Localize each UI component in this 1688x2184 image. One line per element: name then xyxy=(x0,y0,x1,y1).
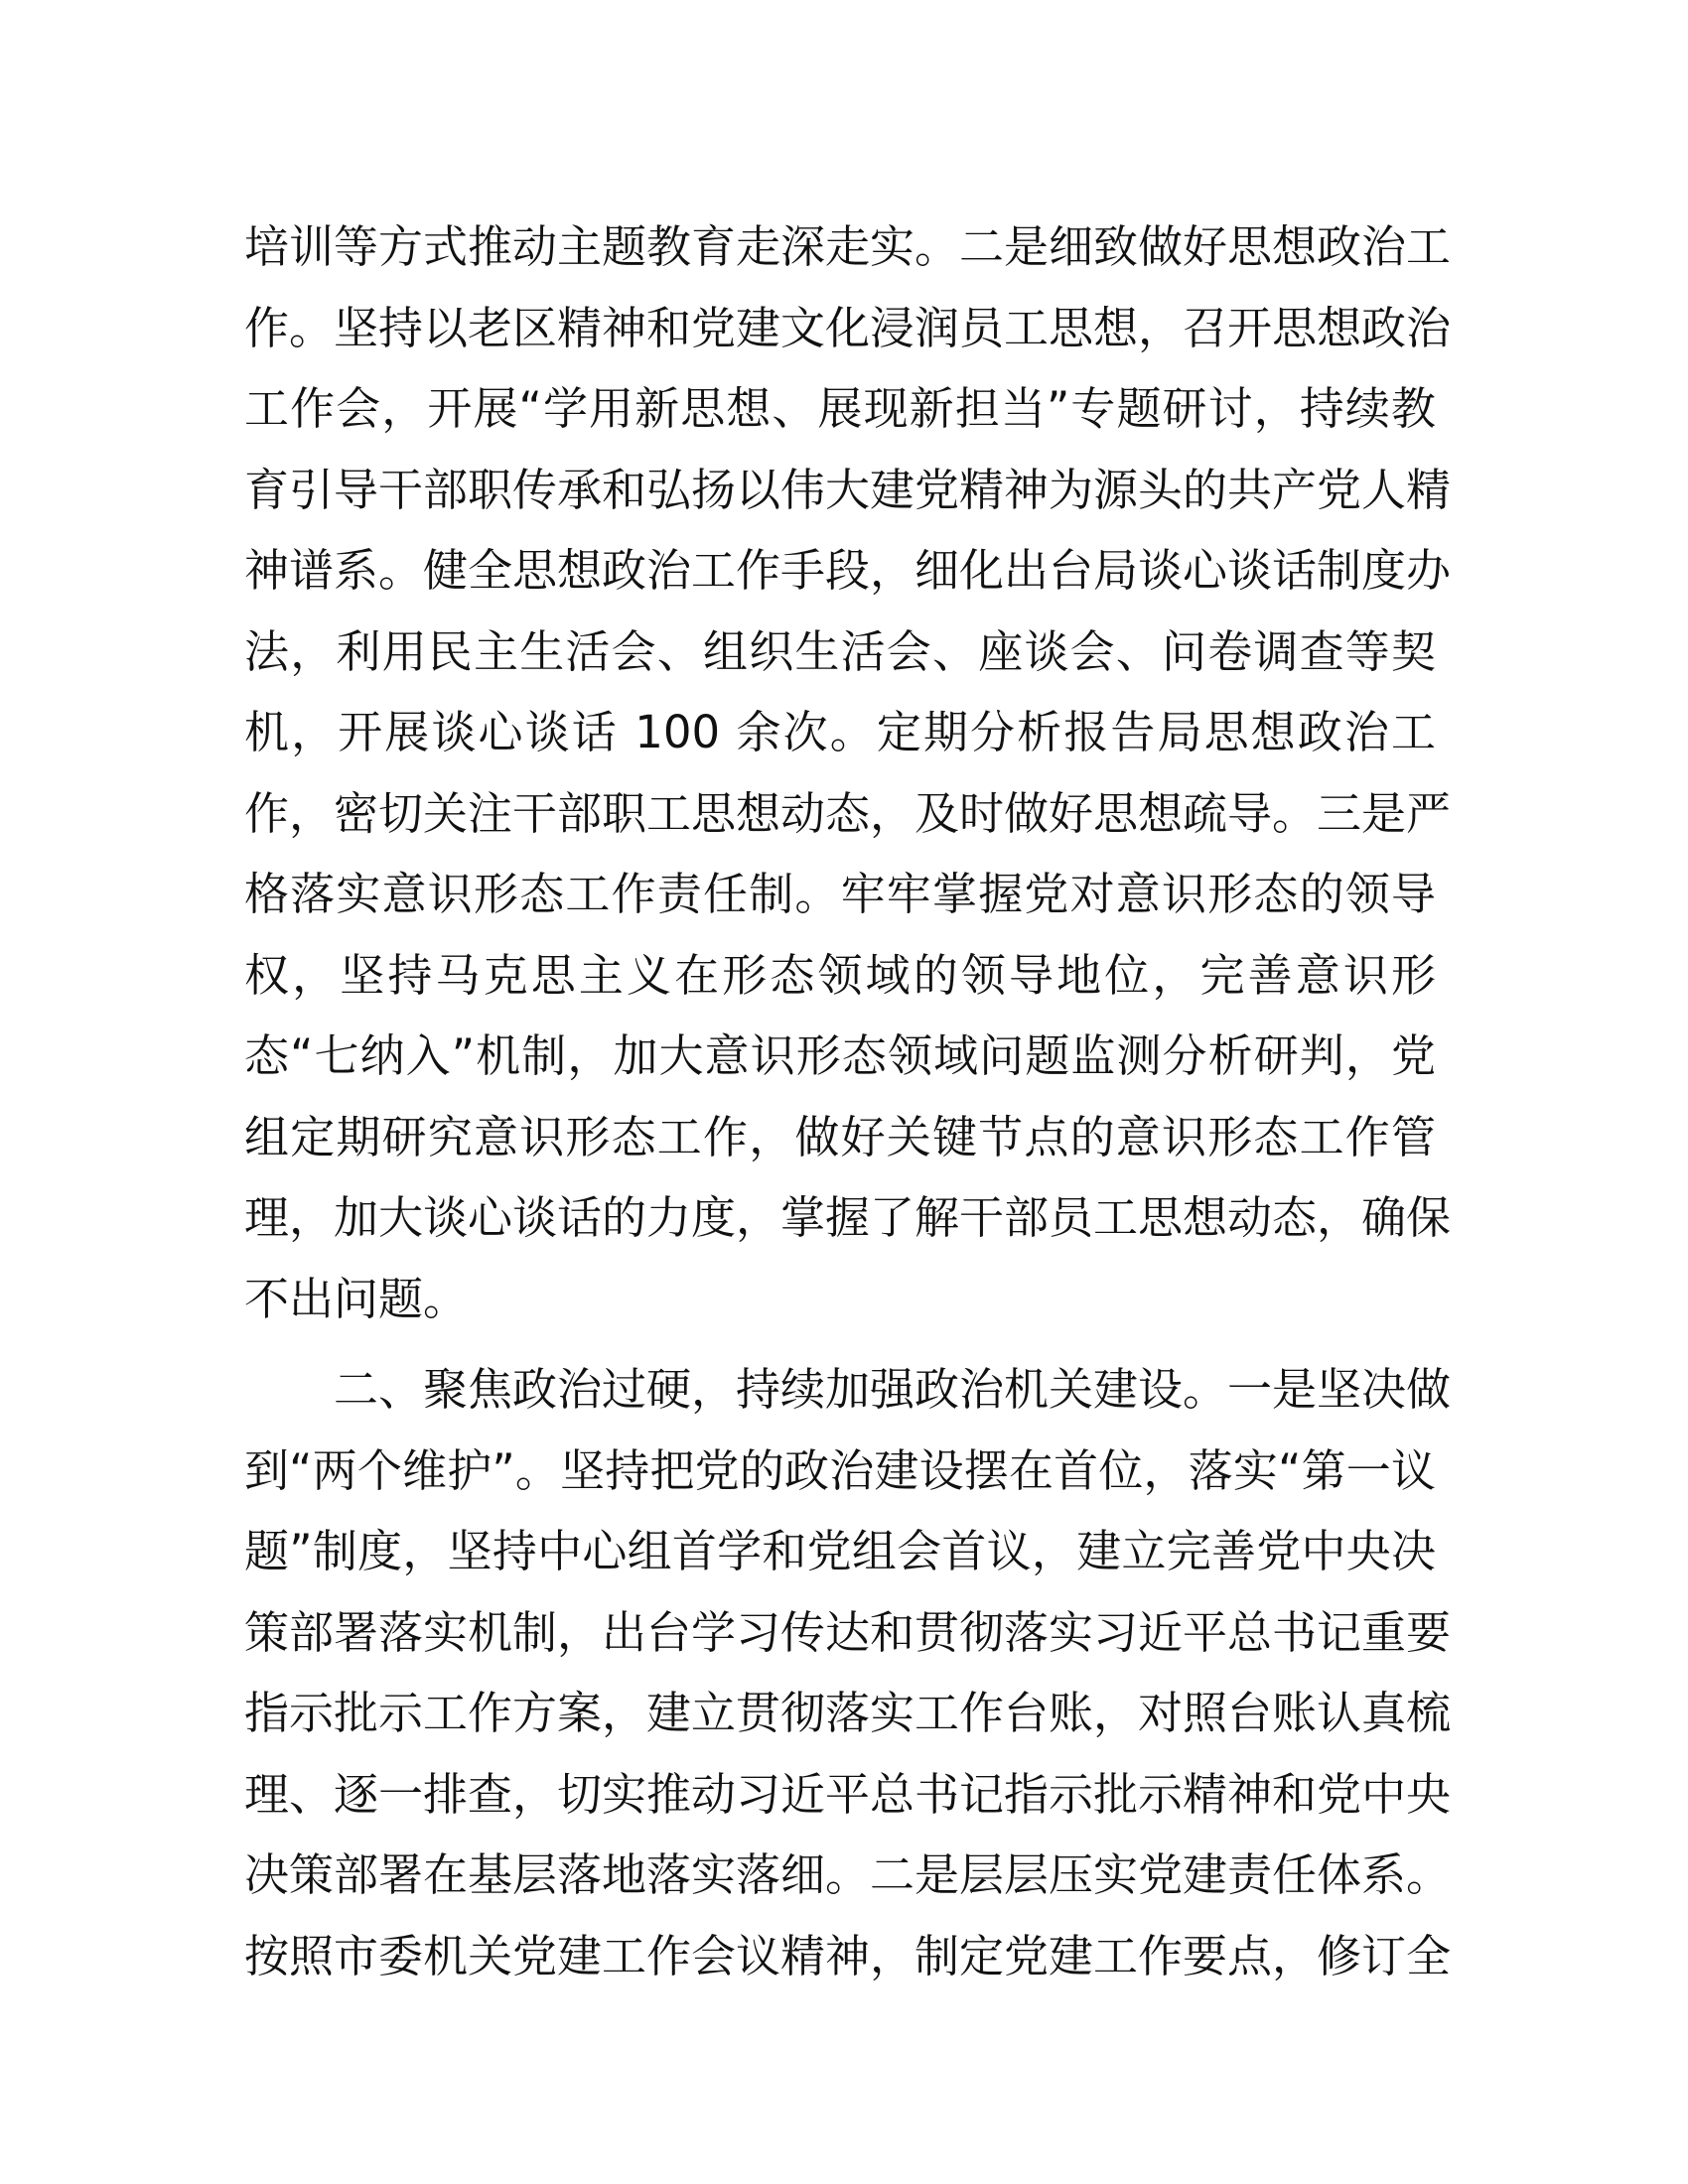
text-line-indented: 二、聚焦政治过硬，持续加强政治机关建设。一是坚决做 xyxy=(334,1363,1452,1416)
paragraph-2 xyxy=(244,1349,1452,1996)
text-line: 机，开展谈心谈话 100 余次。定期分析报告局思想政治工 xyxy=(244,706,1436,758)
text-line: 权，坚持马克思主义在形态领域的领导地位，完善意识形 xyxy=(244,948,1436,1002)
text-line: 组定期研究意识形态工作，做好关键节点的意识形态工作管 xyxy=(244,1110,1436,1163)
document-body xyxy=(244,206,1452,1996)
text-line: 不出问题。 xyxy=(244,1272,469,1325)
text-line: 态“七纳入”机制，加大意识形态领域问题监测分析研判，党 xyxy=(244,1029,1436,1082)
text-line: 题”制度，坚持中心组首学和党组会首议，建立完善党中央决 xyxy=(244,1525,1436,1577)
text-line: 法，利用民主生活会、组织生活会、座谈会、问卷调查等契 xyxy=(244,624,1436,678)
text-line: 理，加大谈心谈话的力度，掌握了解干部员工思想动态，确保 xyxy=(244,1191,1452,1244)
text-line: 培训等方式推动主题教育走深走实。二是细致做好思想政治工 xyxy=(244,220,1452,273)
text-line: 神谱系。健全思想政治工作手段，细化出台局谈心谈话制度办 xyxy=(244,544,1452,597)
text-line: 策部署落实机制，出台学习传达和贯彻落实习近平总书记重要 xyxy=(244,1605,1452,1659)
text-line: 作。坚持以老区精神和党建文化浸润员工思想，召开思想政治 xyxy=(244,301,1452,354)
text-line: 理、逐一排查，切实推动习近平总书记指示批示精神和党中央 xyxy=(244,1767,1452,1821)
text-line: 工作会，开展“学用新思想、展现新担当”专题研讨，持续教 xyxy=(244,382,1436,435)
text-line: 作，密切关注干部职工思想动态，及时做好思想疏导。三是严 xyxy=(244,786,1452,840)
paragraph-1 xyxy=(244,206,1452,1339)
text-line: 格落实意识形态工作责任制。牢牢掌握党对意识形态的领导 xyxy=(244,868,1436,920)
text-line: 育引导干部职传承和弘扬以伟大建党精神为源头的共产党人精 xyxy=(244,463,1452,516)
text-line: 到“两个维护”。坚持把党的政治建设摆在首位，落实“第一议 xyxy=(244,1443,1436,1497)
text-line: 决策部署在基层落地落实落细。二是层层压实党建责任体系。 xyxy=(244,1848,1452,1901)
text-line: 指示批示工作方案，建立贯彻落实工作台账，对照台账认真梳 xyxy=(244,1687,1452,1739)
text-line: 按照市委机关党建工作会议精神，制定党建工作要点，修订全 xyxy=(244,1929,1452,1982)
